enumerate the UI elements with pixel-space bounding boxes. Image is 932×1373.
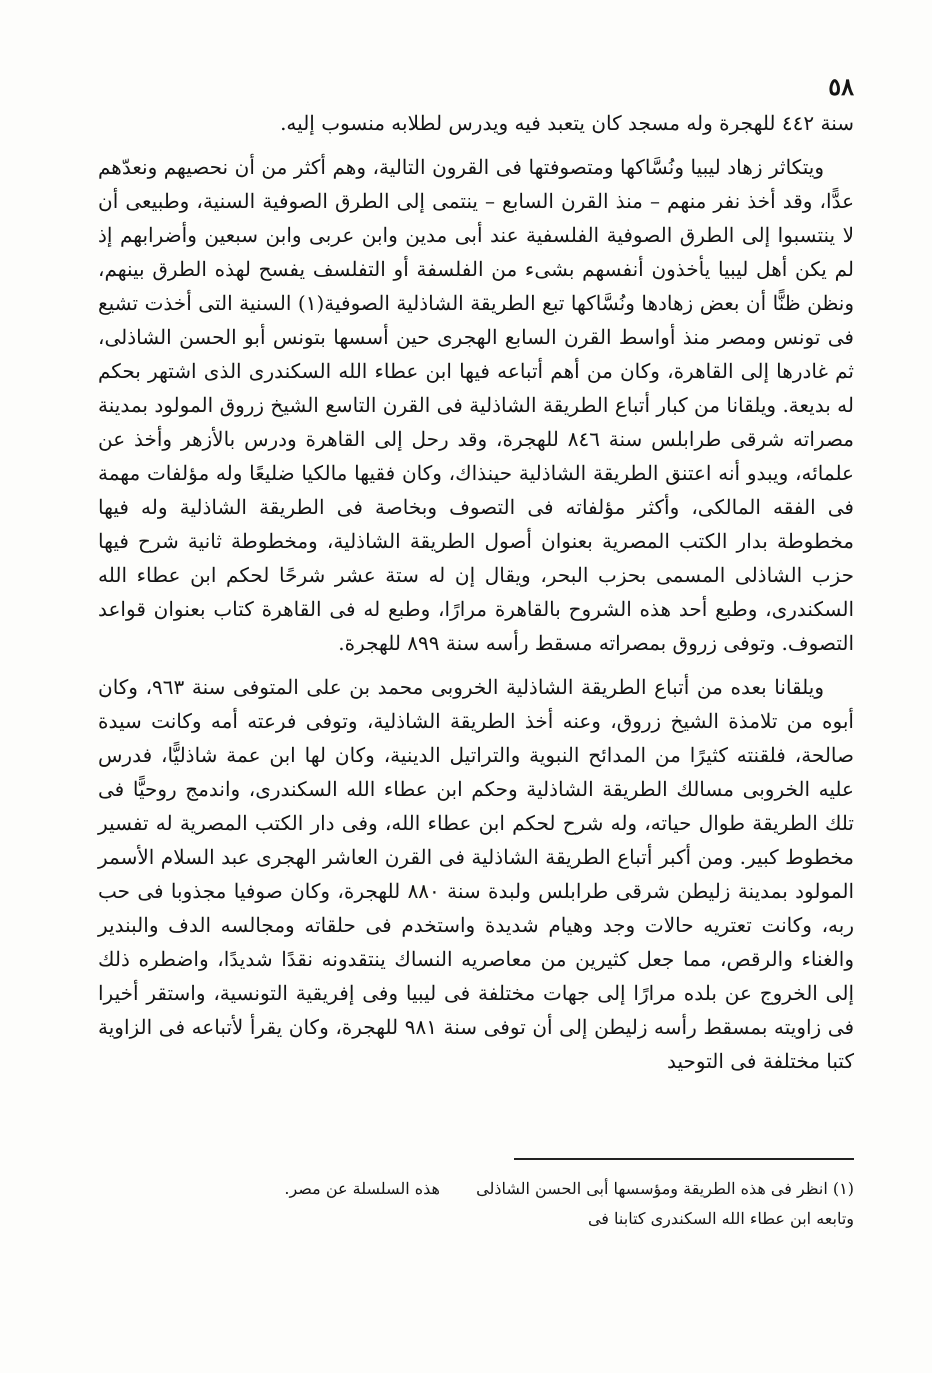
body-text (98, 106, 854, 1078)
footnote-divider (514, 1158, 854, 1160)
paragraph-3: ويلقانا بعده من أتباع الطريقة الشاذلية الخروبى محمد بن على المتوفى سنة ٩٦٣، وكان أبوه من تلامذة الشيخ زروق، وعنه أخذ الطريقة الشاذلية، وتوفى فرعته أمه وكانت سيدة صالحة، فلقنته كثيرًا من المدائح النبوية والتراتيل الدينية، وكان لها ابن عمة شاذليًّا، فدرس عليه الخروبى مسالك الطريقة الشاذلية وحكم ابن عطاء الله السكندرى، واندمج روحيًّا فى تلك الطريقة طوال حياته، وله شرح لحكم ابن عطاء الله، وفى دار الكتب المصرية له تفسير مخطوط كبير. ومن أكبر أتباع الطريقة الشاذلية فى القرن العاشر الهجرى عبد السلام الأسمر المولود بمدينة زليطن شرقى طرابلس ولبدة سنة ٨٨٠ للهجرة، وكان صوفيا مجذوبا فى حب ربه، وكانت تعتريه حالات وجد وهيام شديدة واستخدم فى حلقاته ومجالسه الدف والبندير والغناء والرقص، مما جعل كثيرين من معاصريه النساك ينتقدونه نقدًا شديدًا، واضطره ذلك إلى الخروج عن بلده مرارًا إلى جهات مختلفة فى ليبيا وفى إفريقية التونسية، واستقر أخيرا فى زاويته بمسقط رأسه زليطن إلى أن توفى سنة ٩٨١ للهجرة، وكان يقرأ لأتباعه فى الزاوية كتبا مختلفة فى التوحيد (98, 675, 855, 1073)
page-number: ٥٨ (828, 72, 854, 101)
footnote-continuation: هذه السلسلة عن مصر. (284, 1179, 440, 1198)
footnote-text: (١) انظر فى هذه الطريقة ومؤسسها أبى الحسن الشاذلى وتابعه ابن عطاء الله السكندرى كتابنا فى (476, 1179, 854, 1228)
paragraph-1: سنة ٤٤٢ للهجرة وله مسجد كان يتعبد فيه ويدرس لطلابه منسوب إليه. (280, 111, 854, 135)
paragraph-2: ويتكاثر زهاد ليبيا ونُسَّاكها ومتصوفتها فى القرون التالية، وهم أكثر من أن نحصيهم ونعدّهم عدًّا، وقد أخذ نفر منهم – منذ القرن السابع – ينتمى إلى الطرق الصوفية السنية، وطبيعى أن لا ينتسبوا إلى الطرق الصوفية الفلسفية عند أبى مدين وابن عربى وابن سبعين وأضرابهم إذ لم يكن أهل ليبيا يأخذون أنفسهم بشىء من الفلسفة أو التفلسف يفسح لهذه الطرق بينهم، ونظن ظنًّا أن بعض زهادها ونُسَّاكها تبع الطريقة الشاذلية الصوفية(١) السنية التى أخذت تشيع فى تونس ومصر منذ أواسط القرن السابع الهجرى حين أسسها بتونس أبو الحسن الشاذلى، ثم غادرها إلى القاهرة، وكان من أهم أتباعه فيها ابن عطاء الله السكندرى الذى اشتهر بحكم له بديعة. ويلقانا من كبار أتباع الطريقة الشاذلية فى القرن التاسع الشيخ زروق المولود بمدينة مصراته شرقى طرابلس سنة ٨٤٦ للهجرة، وقد رحل إلى القاهرة ودرس بالأزهر وأخذ عن علمائه، ويبدو أنه اعتنق الطريقة الشاذلية حينذاك، وكان فقيها مالكيا ضليعًا وله مؤلفات مهمة فى الفقه المالكى، وأكثر مؤلفاته فى التصوف وبخاصة فى الطريقة الشاذلية وله فيها مخطوطة بدار الكتب المصرية بعنوان أصول الطريقة الشاذلية، ومخطوطة ثانية شرح فيها حزب الشاذلى المسمى بحزب البحر، ويقال إن له ستة عشر شرحًا لحكم ابن عطاء الله السكندرى، وطبع أحد هذه الشروح بالقاهرة مرارًا، وطبع له فى القاهرة كتاب بعنوان قواعد التصوف. وتوفى زروق بمصراته مسقط رأسه سنة ٨٩٩ للهجرة. (98, 155, 855, 655)
